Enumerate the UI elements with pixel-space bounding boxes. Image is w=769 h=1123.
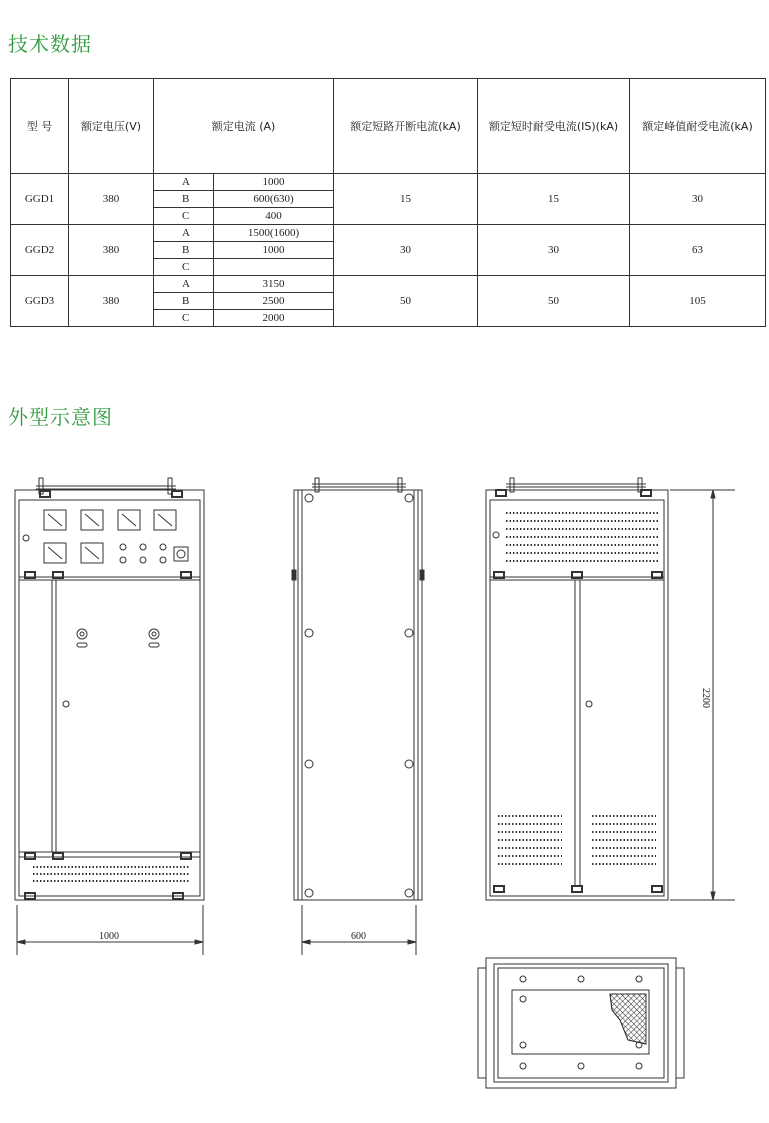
width-dimension-label: 1000 [99,931,119,942]
depth-dimension-label: 600 [351,931,366,942]
header-current: 额定电流 (A) [154,79,334,174]
cell-current: 1000 [214,174,334,191]
rear-view [486,478,735,900]
cell-peak: 105 [630,276,766,327]
cell-short-time: 50 [478,276,630,327]
cell-grade: A [154,276,214,293]
cell-grade: B [154,242,214,259]
section-title-appearance: 外型示意图 [8,405,113,429]
cell-grade: C [154,259,214,276]
cell-model: GGD2 [11,225,69,276]
cell-grade: C [154,310,214,327]
cell-voltage: 380 [69,174,154,225]
cell-short-time: 30 [478,225,630,276]
header-peak: 额定峰值耐受电流(kA) [630,79,766,174]
cell-grade: C [154,208,214,225]
cell-peak: 30 [630,174,766,225]
cell-model: GGD3 [11,276,69,327]
cell-grade: B [154,293,214,310]
header-short-time: 额定短时耐受电流(IS)(kA) [478,79,630,174]
cell-short-time: 15 [478,174,630,225]
cell-grade: A [154,225,214,242]
front-view [15,478,204,955]
side-view [292,478,424,955]
cell-breaking: 15 [334,174,478,225]
cell-grade: A [154,174,214,191]
height-dimension-label: 2200 [700,688,711,708]
cell-model: GGD1 [11,174,69,225]
cell-current: 1000 [214,242,334,259]
cell-breaking: 30 [334,225,478,276]
meter-icons [44,510,176,563]
cell-current: 2500 [214,293,334,310]
cell-current: 2000 [214,310,334,327]
cell-current: 1500(1600) [214,225,334,242]
cell-voltage: 380 [69,276,154,327]
cell-breaking: 50 [334,276,478,327]
cell-grade: B [154,191,214,208]
cell-voltage: 380 [69,225,154,276]
cell-current: 600(630) [214,191,334,208]
header-model: 型 号 [11,79,69,174]
header-voltage: 额定电压(V) [69,79,154,174]
cell-current: 3150 [214,276,334,293]
header-breaking: 额定短路开断电流(kA) [334,79,478,174]
cell-current: 400 [214,208,334,225]
indicator-lamps [120,544,188,563]
top-view [478,958,684,1088]
cell-peak: 63 [630,225,766,276]
section-title-tech-data: 技术数据 [8,32,92,56]
